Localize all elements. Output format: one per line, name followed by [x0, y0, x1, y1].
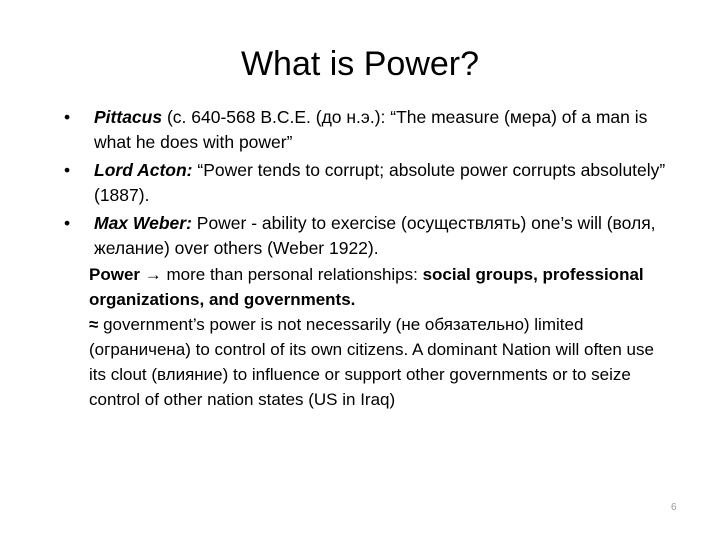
power-paragraph [89, 262, 669, 312]
slide-title: What is Power? [240, 45, 480, 83]
bullet-item-pittacus [60, 105, 680, 155]
power-word: Power [89, 265, 141, 284]
bullet-icon: • [64, 107, 71, 127]
bullet-name: Lord Acton: [94, 160, 193, 180]
government-text: government’s power is not necessarily (не обязательно) limited (ограничена) to control of its own citizens. A dominant Nation will often use its clout (влияние) to influence or support other governments or to seize control of other nation states (US in Iraq) [89, 315, 654, 409]
power-intro: more than personal relationships: [161, 265, 423, 284]
bullet-list [60, 105, 680, 264]
power-bold-tail: social groups, professional organizations, and governments. [89, 265, 644, 309]
bullet-name: Pittacus [94, 107, 163, 127]
bullet-item-weber [60, 211, 680, 261]
approx-icon: ≈ [89, 315, 99, 334]
bullet-icon: • [64, 160, 71, 180]
power-textbox [89, 262, 669, 412]
government-paragraph [89, 312, 669, 412]
bullet-text: “Power tends to corrupt; absolute power corrupts absolutely” (1887). [94, 160, 666, 205]
bullet-icon: • [64, 213, 71, 233]
arrow-right-icon: → [144, 265, 162, 284]
page-number: 6 [671, 502, 677, 513]
bullet-name: Max Weber: [94, 213, 192, 233]
bullet-item-acton [60, 158, 680, 208]
bullet-text: (c. 640-568 B.C.E. (до н.э.): “The measure (мера) of a man is what he does with power” [94, 107, 648, 152]
bullet-text: Power - ability to exercise (осуществлять) one’s will (воля, желание) over others (Weber 1922). [94, 213, 656, 258]
